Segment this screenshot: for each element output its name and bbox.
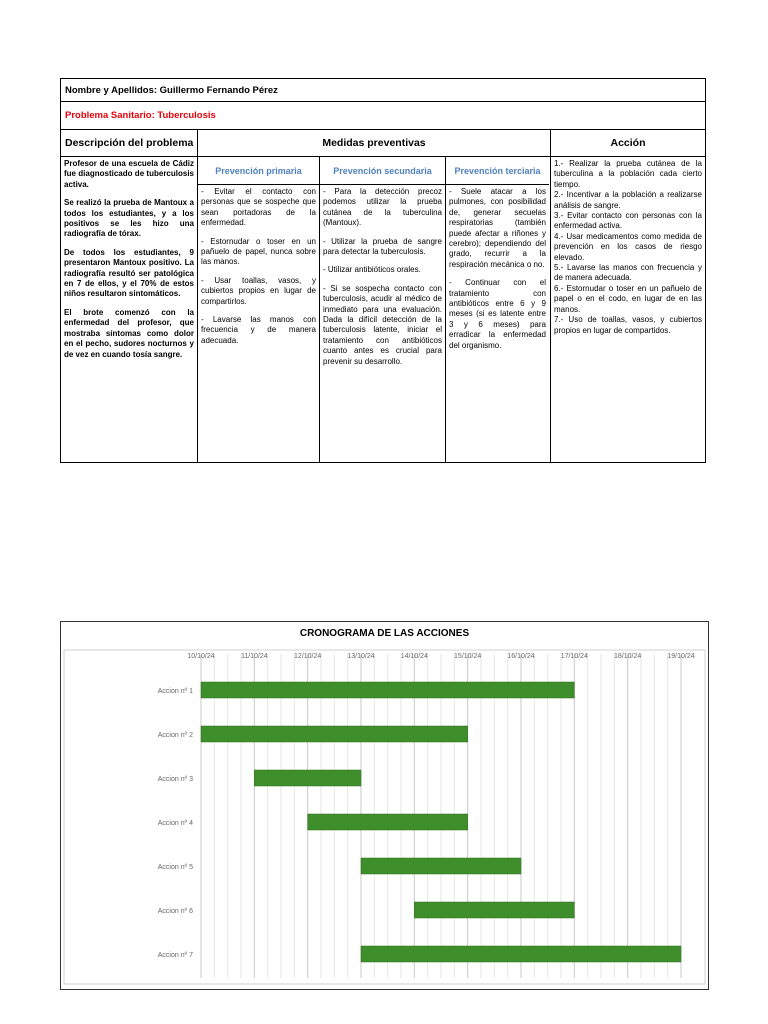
gantt-plot [61,622,708,989]
prevention-item: - Usar toallas, vasos, y cubiertos propios en lugar de compartirlos. [201,275,316,306]
action-item: 6.- Estornudar o toser en un pañuelo de papel o en el codo, en lugar de en las manos. [554,283,702,314]
primary-prevention-title: Prevención primaria [198,157,319,185]
x-tick-label: 19/10/24 [667,653,695,660]
prevention-item: - Estornudar o toser en un pañuelo de papel, nunca sobre las manos. [201,236,316,267]
primary-prevention-body [198,185,319,356]
x-tick-label: 15/10/24 [454,653,482,660]
prevention-item: - Si se sospecha contacto con tuberculosis, acudir al médico de inmediato para una evaluación. Dada la difícil detección de la tuberculosis latente, iniciar el tratamiento con antibióticos cuanto antes es crucial para prevenir su desarrollo. [323,283,442,366]
category-label: Accion nº 6 [157,908,193,915]
category-label: Accion nº 7 [157,952,193,959]
gantt-bar [361,946,681,962]
category-label: Accion nº 1 [157,688,193,695]
prevention-item: - Utilizar la prueba de sangre para detectar la tuberculosis. [323,236,442,257]
prevention-item: - Continuar con el tratamiento con antibióticos entre 6 y 9 meses (si es latente entre 3 y 6 meses) para erradicar la enfermedad del organismo. [449,278,546,350]
action-column [551,130,705,462]
prevention-header: Medidas preventivas [198,130,550,157]
action-body [551,157,705,338]
x-tick-label: 14/10/24 [400,653,428,660]
name-row: Nombre y Apellidos: Guillermo Fernando Pérez [61,79,705,102]
action-header: Acción [551,130,705,157]
action-list [554,159,702,336]
description-paragraph: El brote comenzó con la enfermedad del profesor, que mostraba síntomas como dolor en el pecho, sudores nocturnos y de vez en cuando tosía sangre. [64,307,194,359]
gantt-bar [308,814,468,830]
action-item: 1.- Realizar la prueba cutánea de la tuberculina a la población cada cierto tiempo. [554,159,702,189]
gantt-bar [201,682,574,698]
secondary-prevention-body [320,185,445,377]
action-item: 3.- Evitar contacto con personas con la enfermedad activa. [554,211,702,231]
action-item: 4.- Usar medicamentos como medida de prevención en los casos de riesgo elevado. [554,231,702,262]
x-tick-label: 16/10/24 [507,653,535,660]
primary-prevention [198,157,319,462]
description-header: Descripción del problema [61,130,197,157]
description-column [61,130,198,462]
x-tick-label: 12/10/24 [294,653,322,660]
prevention-grid [198,157,550,462]
action-item: 2.- Incentivar a la población a realizarse análisis de sangre. [554,190,702,210]
gantt-bar [201,726,468,742]
x-tick-label: 18/10/24 [614,653,642,660]
category-label: Accion nº 4 [157,820,193,827]
description-paragraph: Profesor de una escuela de Cádiz fue diagnosticado de tuberculosis activa. [64,159,194,189]
action-item: 7.- Uso de toallas, vasos, y cubiertos propios en lugar de compartidos. [554,315,702,335]
chart-title: CRONOGRAMA DE LAS ACCIONES [299,628,470,639]
description-paragraph: Se realizó la prueba de Mantoux a todos los estudiantes, y a los positivos se les hizo una radiografía de tórax. [64,198,194,239]
prevention-item: - Evitar el contacto con personas que se sospeche que sean portadoras de la enfermedad. [201,187,316,228]
problem-row: Problema Sanitario: Tuberculosis [61,102,705,130]
gantt-bar [254,770,361,786]
description-text [61,157,197,370]
gantt-bar [361,858,521,874]
x-tick-label: 13/10/24 [347,653,375,660]
x-tick-label: 11/10/24 [240,653,268,660]
prevention-item: - Utilizar antibióticos orales. [323,265,421,275]
problem-table [60,78,706,463]
tertiary-prevention-body [446,185,549,361]
prevention-item: - Para la detección precoz podemos utilizar la prueba cutánea de la tuberculina (Mantoux). [323,187,442,228]
action-item: 5.- Lavarse las manos con frecuencia y de manera adecuada. [554,263,702,283]
category-label: Accion nº 3 [157,776,193,783]
gantt-chart [60,621,709,990]
prevention-item: - Suele atacar a los pulmones, con posibilidad de, generar secuelas respiratorias (también puede afectar a riñones y cerebro); dependiendo del grado, recurrir a la respiración mecánica o no. [449,187,546,269]
secondary-prevention-title: Prevención secundaria [320,157,445,185]
category-label: Accion nº 5 [157,864,193,871]
tertiary-prevention-title: Prevención terciaria [446,157,549,185]
table-grid [61,130,705,462]
x-tick-label: 10/10/24 [187,653,215,660]
prevention-item: - Lavarse las manos con frecuencia y de manera adecuada. [201,315,316,345]
description-paragraph: De todos los estudiantes, 9 presentaron Mantoux positivo. La radiografía resultó ser patológica en 7 de ellos, y el 70% de estos niños resultaron sintomáticos. [64,247,194,299]
secondary-prevention [319,157,445,462]
prevention-column [198,130,551,462]
gantt-bar [414,902,574,918]
x-tick-label: 17/10/24 [560,653,588,660]
category-label: Accion nº 2 [157,732,193,739]
tertiary-prevention [445,157,549,462]
